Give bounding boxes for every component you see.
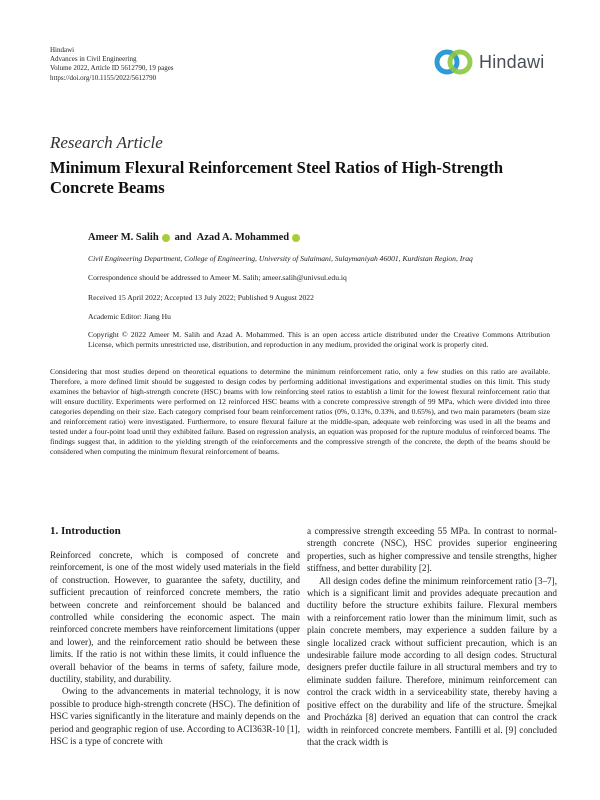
doi-link[interactable]: https://doi.org/10.1155/2022/5612790 xyxy=(50,73,157,82)
paragraph: Owing to the advancements in material technology, it is now possible to produce high-strength concrete (HSC). The definition of HSC varies significantly in the literature and mainly depends on the period and geographic region of use. According to ACI363R-10 [1], HSC is a type of concrete with xyxy=(50,686,300,747)
hindawi-logo xyxy=(434,48,544,76)
paragraph: Reinforced concrete, which is composed of concrete and reinforcement, is one of the most widely used materials in the field of construction. However, to guarantee the safety, ductility, and sufficient precaution of reinforced concrete members, the ratio between concrete and reinforcement should be balanced and controlled while considering the economic aspect. The main reinforced concrete members have reinforcement limitations (upper and lower), and the reinforcement ratio should be between these limits. If the ratio is not within these limits, it could influence the overall behavior of the beams in terms of safety, failure mode, ductility, stability, and durability. xyxy=(50,550,300,685)
article-title: Minimum Flexural Reinforcement Steel Ratios of High-Strength Concrete Beams xyxy=(50,158,504,197)
copyright-notice: Copyright © 2022 Ameer M. Salih and Azad A. Mohammed. This is an open access article distributed under the Creative Commons Attribution License, which permits unrestricted use, distribution, and reproduction in any medium, provided the original work is properly cited. xyxy=(88,330,550,349)
author-name[interactable]: Ameer M. Salih xyxy=(88,232,159,243)
section-heading: 1. Introduction xyxy=(50,525,121,537)
paragraph: All design codes define the minimum reinforcement ratio [3–7], which is a significant limit and provides adequate precaution and ductility before the structure exhibits failure. Flexural members with a reinforcement ratio lower than the minimum limit, such as plain concrete members, may experience a sudden failure by a single localized crack without sufficient precaution, which is an undesirable failure mode according to all design codes. Structural designers prefer ductile failure in all structural members and try to eliminate sudden failure. Therefore, minimum reinforcement can control the crack width in a serviceability state, thereby having a positive effect on the durability and life of the structure. Šmejkal and Procházka [8] derived an equation that can control the crack width in reinforced concrete members. Fantilli et al. [9] concluded that the crack width is xyxy=(307,575,557,747)
orcid-icon[interactable] xyxy=(292,234,300,242)
logo-text: Hindawi xyxy=(479,51,545,72)
author-conjunction: and xyxy=(174,232,192,243)
journal-info xyxy=(50,46,174,83)
paragraph: a compressive strength exceeding 55 MPa. In contrast to normal-strength concrete (NSC), HSC provides superior engineering properties, such as higher compressive and tensile strengths, higher stiffness, and better durability [2]. xyxy=(307,526,557,574)
author-list xyxy=(88,232,300,243)
correspondence: Correspondence should be addressed to Ameer M. Salih; ameer.salih@univsul.edu.iq xyxy=(88,273,347,282)
academic-editor: Academic Editor: Jiang Hu xyxy=(88,312,171,321)
publication-dates: Received 15 April 2022; Accepted 13 July 2022; Published 9 August 2022 xyxy=(88,293,314,302)
body-column-right xyxy=(307,525,557,748)
affiliation: Civil Engineering Department, College of Engineering, University of Sulaimani, Sulaymaniyah 46001, Kurdistan Region, Iraq xyxy=(88,254,473,263)
body-column-left xyxy=(50,525,300,748)
hindawi-logo-icon xyxy=(434,48,474,76)
journal-name: Advances in Civil Engineering xyxy=(50,55,137,64)
abstract: Considering that most studies depend on theoretical equations to determine the minimum reinforcement ratio, only a few studies on this ratio are available. Therefore, a more defined limit should be suggested to design codes by performing additional investigations and experimental studies on this limit. This study examines the behavior of high-strength concrete (HSC) beams with low reinforcing steel ratios to establish a limit for the lowest flexural reinforcement ratio that will ensure ductility. Experiments were performed on 12 reinforced HSC beams with a concrete compressive strength of 99 MPa, which were divided into three categories depending on their size. Each category comprised four beam reinforcement ratios (0%, 0.13%, 0.33%, and 0.65%), and two main parameters (beam size and reinforcement ratio) were investigated. Furthermore, to ensure flexural failure at the middle-span, adequate web reinforcing was used in all the beams and tested under a four-point load until they exhibited failure. Based on regression analysis, an equation was proposed for the rupture modulus of reinforced beams. The findings suggest that, in addition to the yielding strength of the reinforcements and the compressive strength of the concrete, the depth of the beams should be considered when computing the minimum flexural reinforcement of beams. xyxy=(50,367,550,456)
article-type: Research Article xyxy=(50,133,163,152)
author-name[interactable]: Azad A. Mohammed xyxy=(196,232,290,243)
volume-line: Volume 2022, Article ID 5612790, 19 pages xyxy=(50,64,174,73)
publisher-line: Hindawi xyxy=(50,46,75,54)
orcid-icon[interactable] xyxy=(162,234,170,242)
